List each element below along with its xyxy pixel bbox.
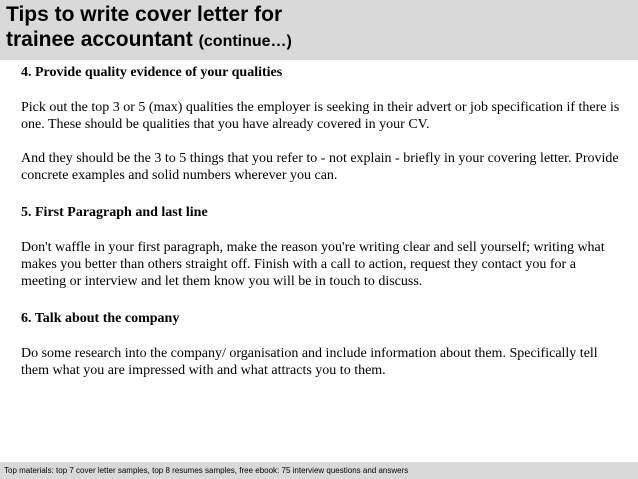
section-5-heading: 5. First Paragraph and last line [21,205,208,220]
slide-title [6,2,292,54]
title-bar [0,0,638,60]
section-6-heading: 6. Talk about the company [21,311,180,326]
footer-bar [0,462,638,479]
title-line-2: trainee accountant [6,28,199,51]
footer-separator: , [234,466,240,475]
footer-link-cover-letter-samples[interactable]: top 7 cover letter samples [56,466,148,475]
title-line-1: Tips to write cover letter for [6,3,283,26]
section-4-paragraph-1: Pick out the top 3 or 5 (max) qualities the employer is seeking in their advert or job specification if there is one. These should be qualities that you have already covered in your CV. [21,100,620,132]
section-5-paragraph-1: Don't waffle in your first paragraph, make the reason you're writing clear and sell yourself; writing what makes you better than others straight off. Finish with a call to action, request they contact you for a meeting or interview and let them know you will be in touch to discuss. [21,240,605,289]
section-4-paragraph-2: And they should be the 3 to 5 things that you refer to - not explain - briefly in your covering letter. Provide concrete examples and solid numbers wherever you can. [21,151,619,183]
footer-prefix: Top materials: [4,466,57,475]
footer-link-interview-ebook[interactable]: free ebook: 75 interview questions and answers [239,466,409,475]
footer-link-resumes-samples[interactable]: top 8 resumes samples [152,466,235,475]
section-4-heading: 4. Provide quality evidence of your qualities [21,65,283,80]
section-6-paragraph-1: Do some research into the company/ organisation and include information about them. Specifically tell them what you are impressed with and what attracts you to them. [21,346,598,378]
slide-content [21,64,621,379]
footer-text [4,465,408,476]
footer-separator: , [147,466,153,475]
title-continue: (continue…) [198,33,292,50]
